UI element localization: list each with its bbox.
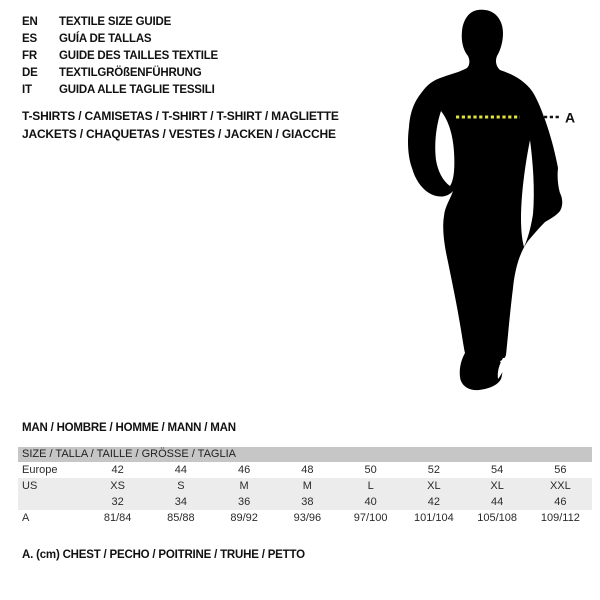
table-cell: 85/88 <box>167 512 195 524</box>
table-cell: 42 <box>111 464 124 476</box>
language-code: EN <box>22 15 38 28</box>
language-label: GUÍA DE TALLAS <box>59 32 152 45</box>
table-cell: 105/108 <box>477 512 517 524</box>
table-cell: 36 <box>238 496 251 508</box>
row-label: Europe <box>22 464 58 476</box>
table-header: SIZE / TALLA / TAILLE / GRÖSSE / TAGLIA <box>18 447 592 462</box>
table-cell: XL <box>490 480 504 492</box>
table-cell: 44 <box>491 496 504 508</box>
row-label: A <box>22 512 30 524</box>
category-list <box>22 107 339 143</box>
table-cell: 54 <box>491 464 504 476</box>
table-cell: 101/104 <box>413 512 454 524</box>
table-cell: 56 <box>554 464 567 476</box>
table-cell: 52 <box>427 464 440 476</box>
table-row-us <box>18 478 592 494</box>
language-code: IT <box>22 83 32 96</box>
row-label: US <box>22 480 38 492</box>
list-item <box>22 30 218 47</box>
size-table <box>18 447 592 526</box>
measurement-footnote: A. (cm) CHEST / PECHO / POITRINE / TRUHE / PETTO <box>22 549 305 561</box>
man-silhouette <box>408 10 562 390</box>
category-line-jackets: JACKETS / CHAQUETAS / VESTES / JACKEN / GIACCHE <box>22 127 336 141</box>
table-cell: 42 <box>427 496 440 508</box>
language-code: DE <box>22 66 38 79</box>
table-cell: 46 <box>238 464 251 476</box>
table-cell: 48 <box>301 464 314 476</box>
measure-label-a: A <box>565 109 576 126</box>
man-silhouette-figure <box>390 0 600 410</box>
list-item <box>22 64 218 81</box>
language-label: GUIDA ALLE TAGLIE TESSILI <box>59 83 215 96</box>
table-cell: XL <box>427 480 441 492</box>
table-cell: 38 <box>301 496 314 508</box>
table-cell: L <box>367 480 374 492</box>
language-label: GUIDE DES TAILLES TEXTILE <box>59 49 218 62</box>
table-cell: S <box>177 480 185 492</box>
table-cell: 89/92 <box>230 512 258 524</box>
table-row-uk <box>18 494 592 510</box>
table-cell: 32 <box>111 496 124 508</box>
list-item <box>22 47 218 64</box>
section-title-man: MAN / HOMBRE / HOMME / MANN / MAN <box>22 422 236 434</box>
table-cell: 34 <box>174 496 187 508</box>
table-cell: M <box>239 480 249 492</box>
table-cell: 81/84 <box>103 512 132 524</box>
language-list <box>22 13 218 98</box>
row-label <box>18 494 86 510</box>
table-cell: XXL <box>549 480 571 492</box>
list-item <box>22 13 218 30</box>
table-cell: 109/112 <box>540 512 580 524</box>
table-cell: 40 <box>364 496 377 508</box>
table-row-chest-a <box>18 510 592 526</box>
language-label: TEXTILGRÖßENFÜHRUNG <box>59 66 202 79</box>
table-cell: 97/100 <box>353 512 388 524</box>
table-cell: XS <box>110 480 125 492</box>
table-cell: 46 <box>554 496 567 508</box>
table-cell: M <box>302 480 312 492</box>
category-line-tshirts: T-SHIRTS / CAMISETAS / T-SHIRT / T-SHIRT / MAGLIETTE <box>22 109 339 123</box>
language-code: ES <box>22 32 37 45</box>
table-cell: 44 <box>174 464 187 476</box>
table-row-europe <box>18 462 592 478</box>
list-item <box>22 81 218 98</box>
table-cell: 50 <box>364 464 377 476</box>
language-code: FR <box>22 49 37 62</box>
language-label: TEXTILE SIZE GUIDE <box>59 15 172 28</box>
table-cell: 93/96 <box>293 512 322 524</box>
